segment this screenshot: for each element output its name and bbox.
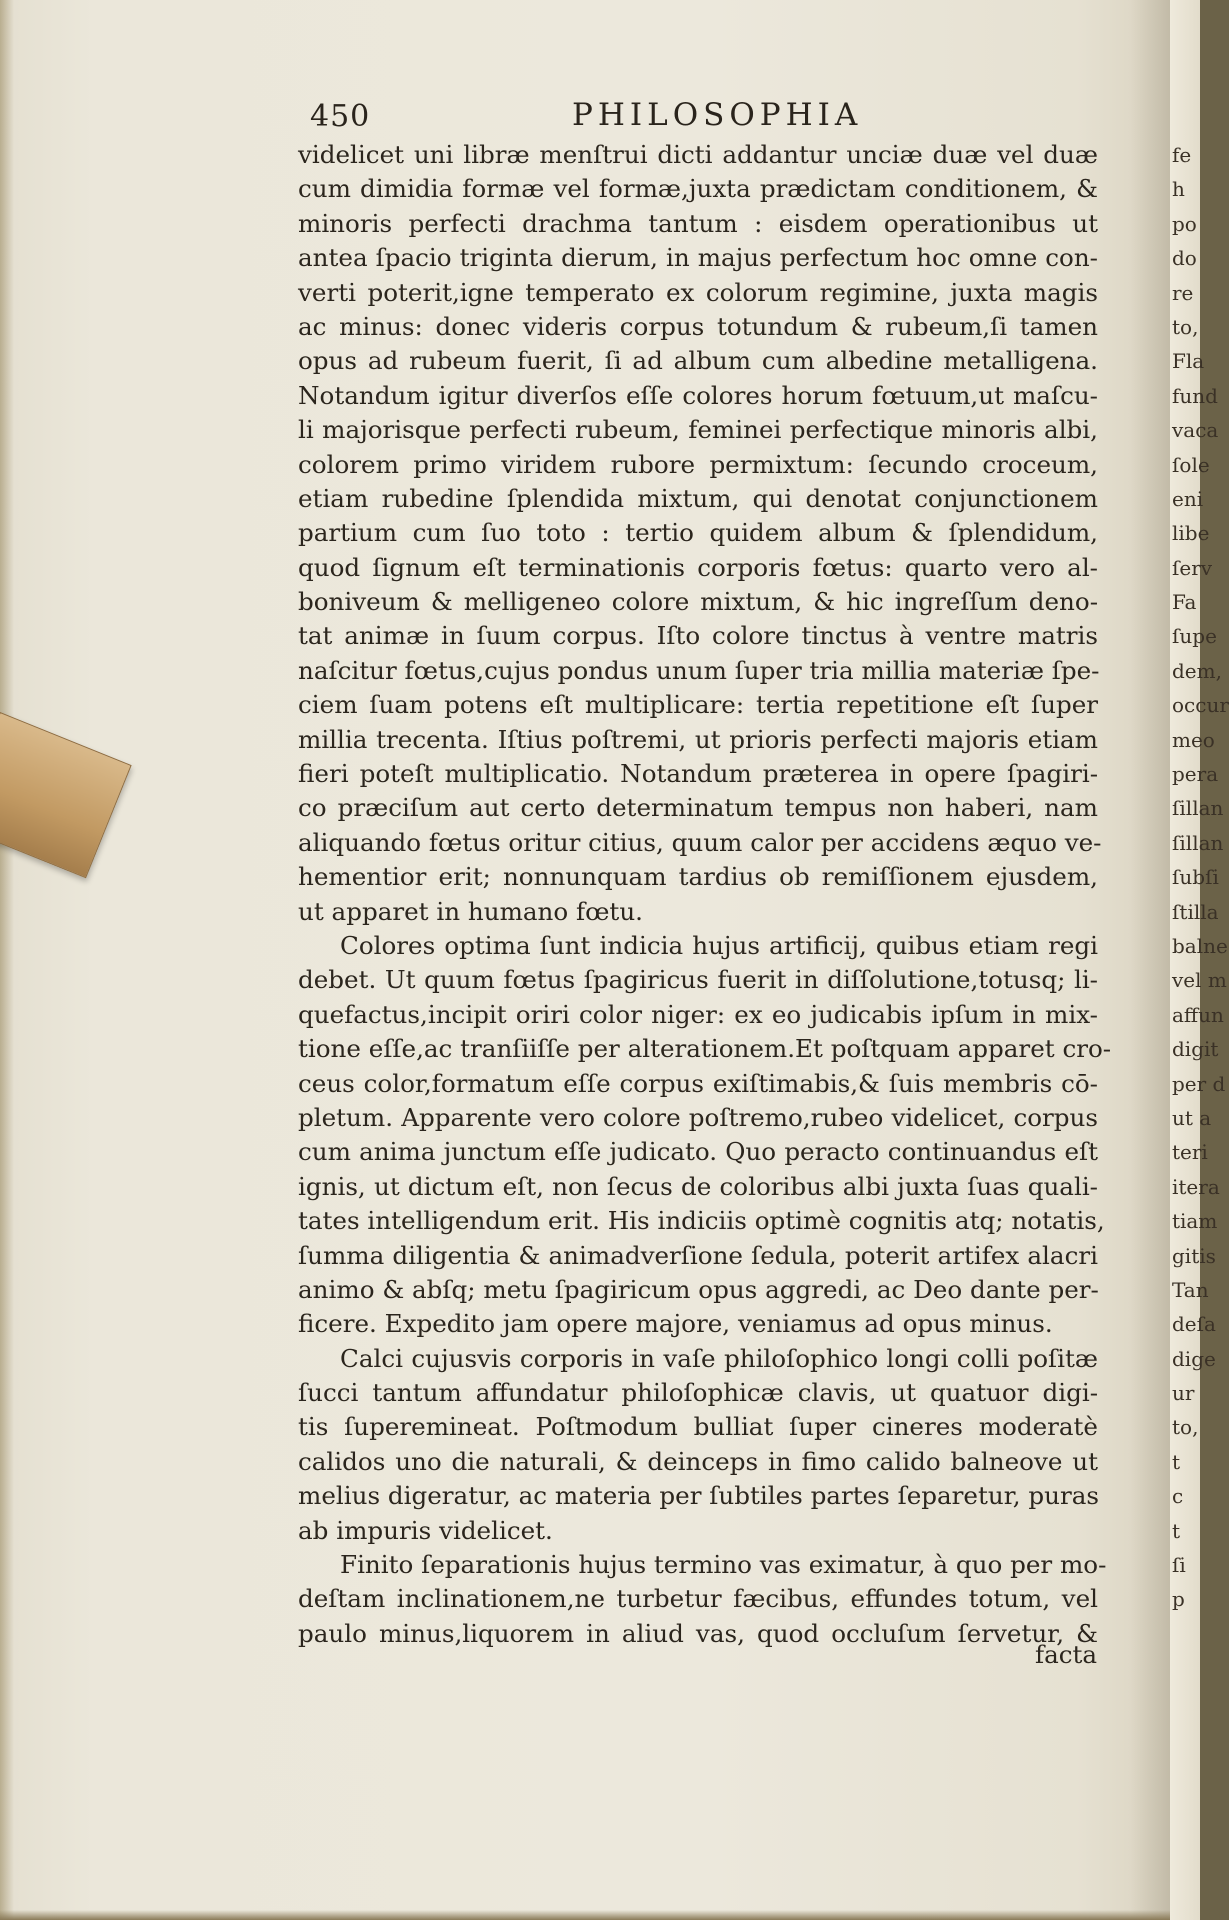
facing-fragment: occur xyxy=(1172,693,1229,718)
facing-fragment: ur xyxy=(1172,1381,1195,1406)
text-line: tat animæ in ſuum corpus. Iſto colore tinctus à ventre matris xyxy=(298,621,1098,651)
page-left-edge xyxy=(0,0,14,1920)
facing-fragment: fe xyxy=(1172,143,1192,167)
text-line: ficere. Expedito jam opere majore, veniamus ad opus minus. xyxy=(298,1309,1053,1339)
text-line: ſucci tantum affundatur philoſophicæ clavis, ut quatuor digi- xyxy=(298,1378,1098,1408)
body-text xyxy=(298,138,1112,1651)
running-title: PHILOSOPHIA xyxy=(572,97,863,133)
text-line: paulo minus,liquorem in aliud vas, quod occluſum ſervetur, & xyxy=(298,1618,1098,1648)
facing-fragment: Fa xyxy=(1172,590,1197,615)
facing-fragment: libe xyxy=(1172,521,1210,546)
facing-fragment: dem, xyxy=(1172,658,1222,683)
text-line: videlicet uni libræ menſtrui dicti addantur unciæ duæ vel duæ xyxy=(298,140,1098,169)
text-line: co præciſum aut certo determinatum tempus non haberi, nam xyxy=(298,793,1098,823)
text-line: ciem ſuam potens eſt multiplicare: tertia repetitione eſt ſuper xyxy=(298,690,1098,720)
text-line: millia trecenta. Iſtius poſtremi, ut prioris perfecti majoris etiam xyxy=(298,724,1098,754)
facing-fragment: ſillan xyxy=(1172,830,1224,855)
facing-fragment: c xyxy=(1172,1484,1184,1509)
facing-fragment: to, xyxy=(1172,314,1199,339)
text-line: fieri poteſt multiplicatio. Notandum præterea in opere ſpagiri- xyxy=(298,759,1098,789)
text-line: verti poterit,igne temperato ex colorum regimine, juxta magis xyxy=(298,277,1098,307)
facing-fragment: ſtilla xyxy=(1172,899,1219,924)
facing-fragment: to, xyxy=(1172,1415,1199,1440)
facing-fragment: h xyxy=(1172,177,1185,202)
facing-fragment: dige xyxy=(1172,1346,1216,1371)
facing-fragment: re xyxy=(1172,280,1194,305)
text-line: tates intelligendum erit. His indiciis optimè cognitis atq; notatis, xyxy=(298,1206,1105,1236)
text-line: Finito ſeparationis hujus termino vas eximatur, à quo per mo- xyxy=(340,1550,1107,1580)
facing-fragment: ſerv xyxy=(1172,555,1213,580)
text-line: quod ſignum eſt terminationis corporis fœtus: quarto vero al- xyxy=(298,552,1098,582)
text-line: antea ſpacio triginta dierum, in majus perfectum hoc omne con- xyxy=(298,243,1098,273)
facing-fragment: vaca xyxy=(1172,418,1219,443)
text-line: ignis, ut dictum eſt, non ſecus de coloribus albi juxta ſuas quali- xyxy=(298,1171,1098,1201)
text-line: pletum. Apparente vero colore poſtremo,rubeo videlicet, corpus xyxy=(298,1102,1098,1132)
facing-fragment: itera xyxy=(1172,1174,1220,1199)
facing-fragment: Fla xyxy=(1172,349,1205,374)
facing-fragment: ſillan xyxy=(1172,796,1224,821)
text-line: hementior erit; nonnunquam tardius ob remiſſionem ejusdem, xyxy=(298,862,1098,892)
catchword: facta xyxy=(1035,1640,1098,1669)
text-line: Notandum igitur diverſos eſſe colores horum fœtuum,ut maſcu- xyxy=(298,380,1098,410)
text-line: naſcitur fœtus,cujus pondus unum ſuper tria millia materiæ ſpe- xyxy=(298,655,1100,685)
text-line: Colores optima ſunt indicia hujus artificij, quibus etiam regi xyxy=(340,930,1098,960)
facing-fragment: balne xyxy=(1172,933,1228,958)
text-line: colorem primo viridem rubore permixtum: ſecundo croceum, xyxy=(298,449,1098,479)
page-number: 450 xyxy=(310,99,371,134)
text-line: ut apparet in humano fœtu. xyxy=(298,896,643,926)
facing-fragment: meo xyxy=(1172,727,1215,752)
facing-fragment: ſubſi xyxy=(1172,865,1219,890)
facing-fragment: fund xyxy=(1172,383,1218,408)
text-line: animo & abſq; metu ſpagiricum opus aggredi, ac Deo dante per- xyxy=(298,1274,1099,1304)
text-line: quefactus,incipit oriri color niger: ex eo judicabis ipſum in mix- xyxy=(298,999,1098,1029)
text-line: aliquando fœtus oritur citius, quum calor per accidens æquo ve- xyxy=(298,827,1102,857)
text-line: ac minus: donec videris corpus totundum & rubeum,ſi tamen xyxy=(298,311,1098,341)
text-line: li majorisque perfecti rubeum, feminei perfectique minoris albi, xyxy=(298,415,1098,445)
text-line: melius digeratur, ac materia per ſubtiles partes ſeparetur, puras xyxy=(298,1481,1100,1511)
text-line: ab impuris videlicet. xyxy=(298,1515,553,1545)
facing-fragment: t xyxy=(1172,1518,1181,1543)
page-header xyxy=(310,95,1100,137)
facing-fragment: ſupe xyxy=(1172,624,1217,649)
page-gutter-shadow xyxy=(1130,0,1170,1920)
text-line: ſumma diligentia & animadverſione ſedula, poterit artifex alacri xyxy=(298,1240,1098,1270)
text-line: opus ad rubeum fuerit, ſi ad album cum albedine metalligena. xyxy=(298,346,1098,376)
facing-fragment: do xyxy=(1172,246,1197,271)
facing-fragment: ſi xyxy=(1172,1553,1186,1578)
text-line: debet. Ut quum fœtus ſpagiricus fuerit in diſſolutione,totusq; li- xyxy=(298,965,1098,995)
text-line: boniveum & melligeneo colore mixtum, & hic ingreſſum deno- xyxy=(298,587,1098,617)
facing-fragment: gitis xyxy=(1172,1243,1216,1268)
text-line: deſtam inclinationem,ne turbetur fæcibus, effundes totum, vel xyxy=(298,1584,1098,1614)
page-bottom-edge xyxy=(0,1910,1170,1920)
facing-fragment: tiam xyxy=(1172,1209,1218,1234)
facing-fragment: ut a xyxy=(1172,1105,1212,1130)
text-line: tis ſuperemineat. Poſtmodum bulliat ſuper cineres moderatè xyxy=(298,1412,1098,1442)
facing-fragment: deſa xyxy=(1172,1312,1216,1337)
text-line: cum anima junctum eſſe judicato. Quo peracto continuandus eſt xyxy=(298,1137,1098,1167)
facing-fragment: t xyxy=(1172,1449,1181,1474)
facing-page-edge xyxy=(1170,0,1229,1920)
text-line: minoris perfecti drachma tantum : eisdem operationibus ut xyxy=(298,208,1098,238)
text-line: ceus color,formatum eſſe corpus exiſtimabis,& ſuis membris cō- xyxy=(298,1068,1098,1098)
facing-fragment: digit xyxy=(1172,1037,1219,1062)
facing-fragment: per d xyxy=(1172,1071,1226,1096)
facing-fragment: affun xyxy=(1172,1002,1224,1027)
facing-fragment: ſole xyxy=(1172,452,1210,477)
facing-fragment: p xyxy=(1172,1587,1185,1612)
facing-fragment: eni xyxy=(1172,486,1204,511)
facing-fragment: vel m xyxy=(1172,968,1227,993)
text-line: calidos uno die naturali, & deinceps in fimo calido balneove ut xyxy=(298,1446,1098,1476)
facing-fragment: teri xyxy=(1172,1140,1208,1165)
facing-fragment: po xyxy=(1172,211,1197,236)
text-line: partium cum ſuo toto : tertio quidem album & ſplendidum, xyxy=(298,518,1098,548)
facing-fragment: pera xyxy=(1172,762,1219,787)
text-line: etiam rubedine ſplendida mixtum, qui denotat conjunctionem xyxy=(298,483,1098,513)
facing-page-text xyxy=(1172,138,1229,1617)
facing-fragment: Tan xyxy=(1172,1277,1209,1302)
text-line: cum dimidia formæ vel formæ,juxta prædictam conditionem, & xyxy=(298,174,1098,204)
text-line: Calci cujusvis corporis in vaſe philoſophico longi colli poſitæ xyxy=(340,1343,1098,1373)
text-line: tione eſſe,ac tranſiiſſe per alterationem.Et poſtquam apparet cro- xyxy=(298,1034,1112,1064)
